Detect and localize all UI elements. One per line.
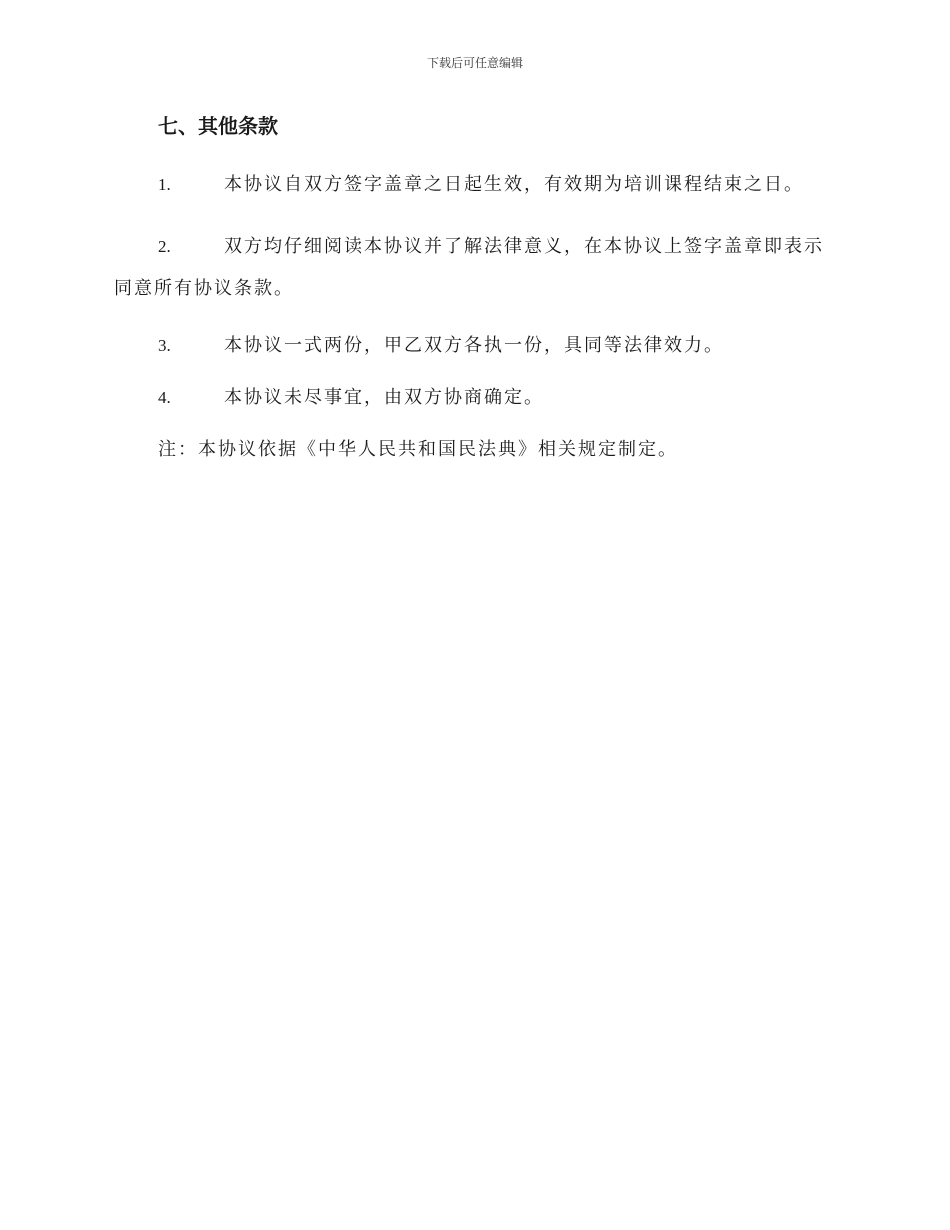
clause-text: 本协议未尽事宜，由双方协商确定。 <box>224 387 544 408</box>
document-body <box>114 110 834 466</box>
clause-number: 2. <box>158 237 171 256</box>
clause-number: 4. <box>158 388 171 407</box>
clause-text: 双方均仔细阅读本协议并了解法律意义，在本协议上签字盖章即表示同意所有协议条款。 <box>114 236 824 299</box>
clause-text: 本协议自双方签字盖章之日起生效，有效期为培训课程结束之日。 <box>224 174 804 195</box>
clause-4 <box>114 382 834 414</box>
clause-number: 3. <box>158 336 171 355</box>
clause-number: 1. <box>158 175 171 194</box>
clause-1 <box>114 164 834 206</box>
section-title: 七、其他条款 <box>158 114 278 138</box>
legal-basis-note: 注：本协议依据《中华人民共和国民法典》相关规定制定。 <box>158 439 678 460</box>
page-header-note: 下载后可任意编辑 <box>426 56 523 70</box>
clause-2 <box>114 226 834 310</box>
clause-3 <box>114 330 834 362</box>
clause-text: 本协议一式两份，甲乙双方各执一份，具同等法律效力。 <box>224 335 724 356</box>
